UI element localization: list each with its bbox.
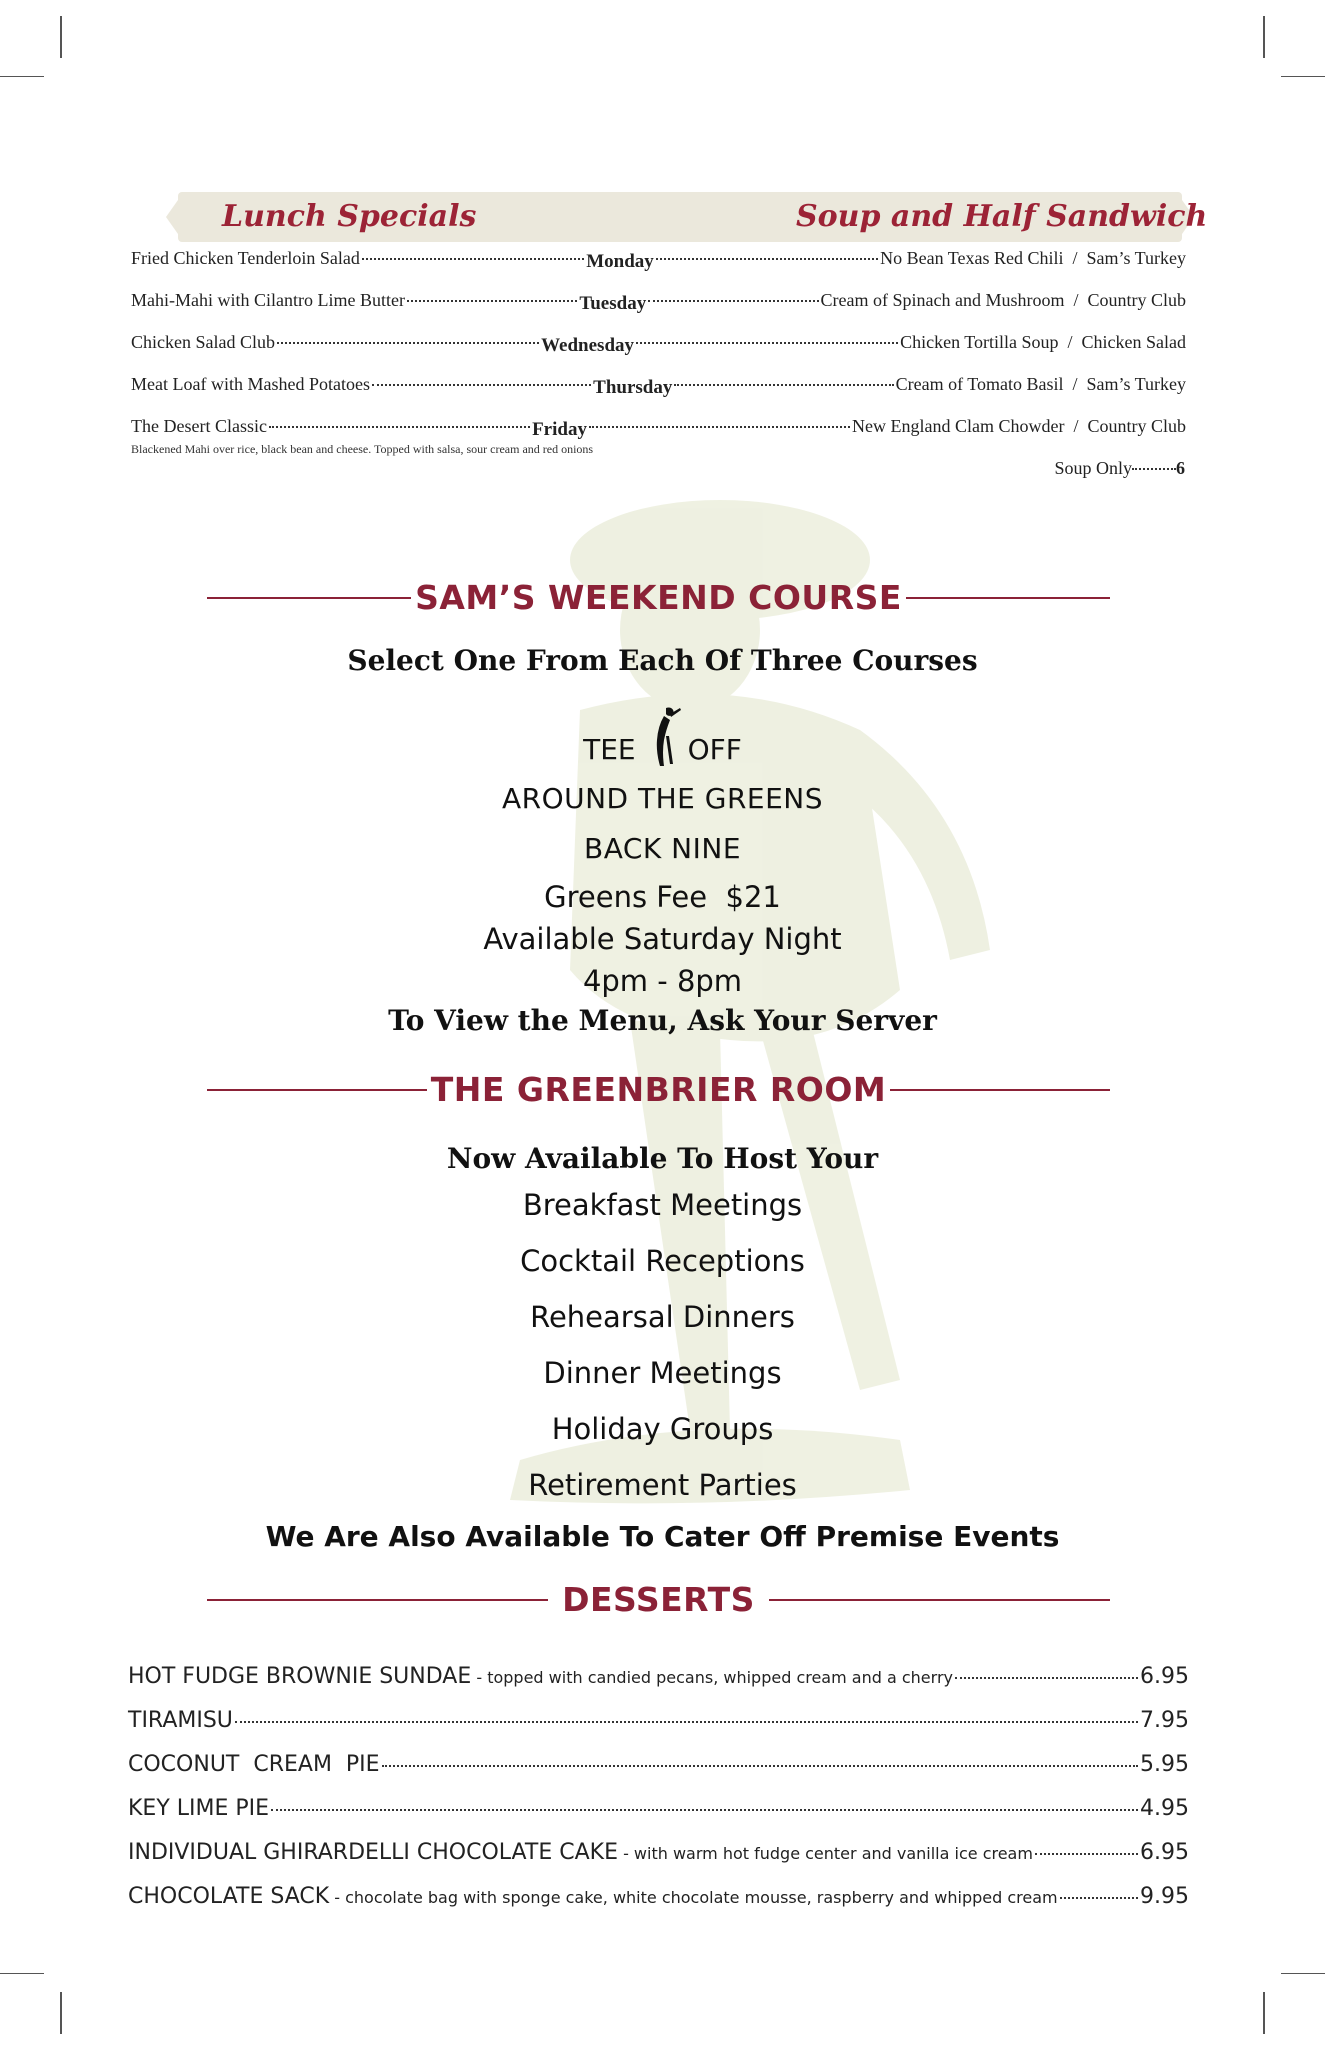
lunch-item: Meat Loaf with Mashed Potatoes <box>131 374 370 394</box>
lunch-item: The Desert Classic <box>131 416 267 436</box>
dessert-description: - chocolate bag with sponge cake, white chocolate mousse, raspberry and whipped cream <box>329 1888 1058 1907</box>
divider <box>207 1599 548 1601</box>
dessert-name: KEY LIME PIE <box>128 1796 270 1821</box>
golfer-icon <box>640 706 684 768</box>
lunch-row <box>131 290 1186 312</box>
lunch-day: Thursday <box>593 377 673 398</box>
lunch-row <box>131 374 1186 396</box>
divider <box>207 1089 427 1091</box>
dessert-price: 5.95 <box>1140 1752 1189 1777</box>
dessert-description: - topped with candied pecans, whipped cream and a cherry <box>471 1668 953 1687</box>
crop-mark <box>60 1992 62 2034</box>
dessert-item <box>128 1752 1189 1777</box>
crop-mark <box>1263 1992 1265 2034</box>
lunch-specials-heading: Lunch Specials <box>222 199 477 234</box>
dessert-description: - with warm hot fudge center and vanilla ice cream <box>617 1844 1033 1863</box>
view-menu-note: To View the Menu, Ask Your Server <box>388 1004 937 1037</box>
crop-mark <box>1263 16 1265 58</box>
dessert-name: INDIVIDUAL GHIRARDELLI CHOCOLATE CAKE <box>128 1840 618 1865</box>
leader-dots <box>648 300 818 302</box>
lunch-row <box>131 248 1186 270</box>
course-around-the-greens: AROUND THE GREENS <box>501 782 824 815</box>
leader-dots <box>271 1809 1138 1811</box>
catering-note: We Are Also Available To Cater Off Premise Events <box>265 1520 1060 1553</box>
weekend-header <box>207 578 1110 617</box>
lunch-day: Friday <box>532 419 587 440</box>
hours: 4pm - 8pm <box>582 964 743 998</box>
lunch-row <box>131 332 1186 354</box>
event-type: Dinner Meetings <box>543 1356 782 1390</box>
dessert-item <box>128 1884 1189 1909</box>
leader-dots <box>372 384 591 386</box>
crop-mark <box>1281 1973 1325 1974</box>
dessert-price: 4.95 <box>1140 1796 1189 1821</box>
lunch-item: Chicken Salad Club <box>131 332 275 352</box>
crop-mark <box>60 16 62 58</box>
leader-dots <box>674 384 893 386</box>
greenbrier-header <box>207 1070 1110 1109</box>
leader-dots <box>1035 1853 1138 1855</box>
dessert-name: TIRAMISU <box>128 1708 233 1733</box>
crop-mark <box>0 1973 44 1974</box>
event-type: Rehearsal Dinners <box>530 1300 795 1334</box>
dessert-price: 7.95 <box>1140 1708 1189 1733</box>
lunch-row <box>131 416 1186 438</box>
dessert-price: 6.95 <box>1140 1840 1189 1865</box>
dessert-price: 9.95 <box>1140 1884 1189 1909</box>
divider <box>769 1599 1110 1601</box>
desserts-title: DESSERTS <box>562 1580 755 1619</box>
desserts-header <box>207 1580 1110 1619</box>
soup-combo: Cream of Tomato Basil / Sam’s Turkey <box>895 374 1187 394</box>
course-back-nine: BACK NINE <box>583 832 742 865</box>
greenbrier-title: THE GREENBRIER ROOM <box>430 1070 887 1109</box>
divider <box>890 1089 1110 1091</box>
lunch-item: Mahi-Mahi with Cilantro Lime Butter <box>131 290 405 310</box>
leader-dots <box>277 342 539 344</box>
lunch-day: Monday <box>586 251 654 272</box>
event-type: Retirement Parties <box>528 1468 797 1502</box>
availability: Available Saturday Night <box>483 922 842 956</box>
soup-sandwich-heading: Soup and Half Sandwich <box>796 199 1208 234</box>
crop-mark <box>0 76 44 77</box>
tee-off-course <box>0 706 1325 768</box>
dessert-item <box>128 1664 1189 1689</box>
tee-label: TEE <box>583 733 636 766</box>
leader-dots <box>362 258 584 260</box>
leader-dots <box>269 426 530 428</box>
dessert-name: HOT FUDGE BROWNIE SUNDAE <box>128 1664 472 1689</box>
leader-dots <box>589 426 850 428</box>
dessert-name: COCONUT CREAM PIE <box>128 1752 380 1777</box>
leader-dots <box>235 1721 1138 1723</box>
soup-combo: Cream of Spinach and Mushroom / Country Club <box>820 290 1187 310</box>
greens-fee: Greens Fee $21 <box>544 880 781 914</box>
lunch-day: Wednesday <box>541 335 635 356</box>
dessert-name: CHOCOLATE SACK <box>128 1884 330 1909</box>
leader-dots <box>407 300 577 302</box>
dessert-price: 6.95 <box>1140 1664 1189 1689</box>
leader-dots <box>1132 468 1176 470</box>
dessert-item <box>128 1840 1189 1865</box>
greenbrier-subtitle: Now Available To Host Your <box>446 1142 879 1175</box>
leader-dots <box>955 1677 1138 1679</box>
soup-combo: Chicken Tortilla Soup / Chicken Salad <box>900 332 1186 352</box>
soup-only-label: Soup Only <box>1054 458 1132 478</box>
dessert-item <box>128 1796 1189 1821</box>
divider <box>906 597 1110 599</box>
weekend-title: SAM’S WEEKEND COURSE <box>415 578 902 617</box>
divider <box>207 597 411 599</box>
leader-dots <box>656 258 878 260</box>
leader-dots <box>636 342 898 344</box>
crop-mark <box>1281 76 1325 77</box>
dessert-item <box>128 1708 1189 1733</box>
event-type: Breakfast Meetings <box>522 1188 803 1222</box>
soup-only <box>1054 458 1185 479</box>
leader-dots <box>1060 1897 1138 1899</box>
event-type: Cocktail Receptions <box>520 1244 805 1278</box>
soup-combo: No Bean Texas Red Chili / Sam’s Turkey <box>880 248 1187 268</box>
off-label: OFF <box>687 733 742 766</box>
friday-note: Blackened Mahi over rice, black bean and cheese. Topped with salsa, sour cream and red onions <box>131 442 594 456</box>
event-type: Holiday Groups <box>551 1412 774 1446</box>
soup-only-price: 6 <box>1176 458 1185 478</box>
lunch-item: Fried Chicken Tenderloin Salad <box>131 248 360 268</box>
leader-dots <box>382 1765 1138 1767</box>
lunch-day: Tuesday <box>579 293 647 314</box>
weekend-subtitle: Select One From Each Of Three Courses <box>347 644 978 677</box>
soup-combo: New England Clam Chowder / Country Club <box>852 416 1187 436</box>
